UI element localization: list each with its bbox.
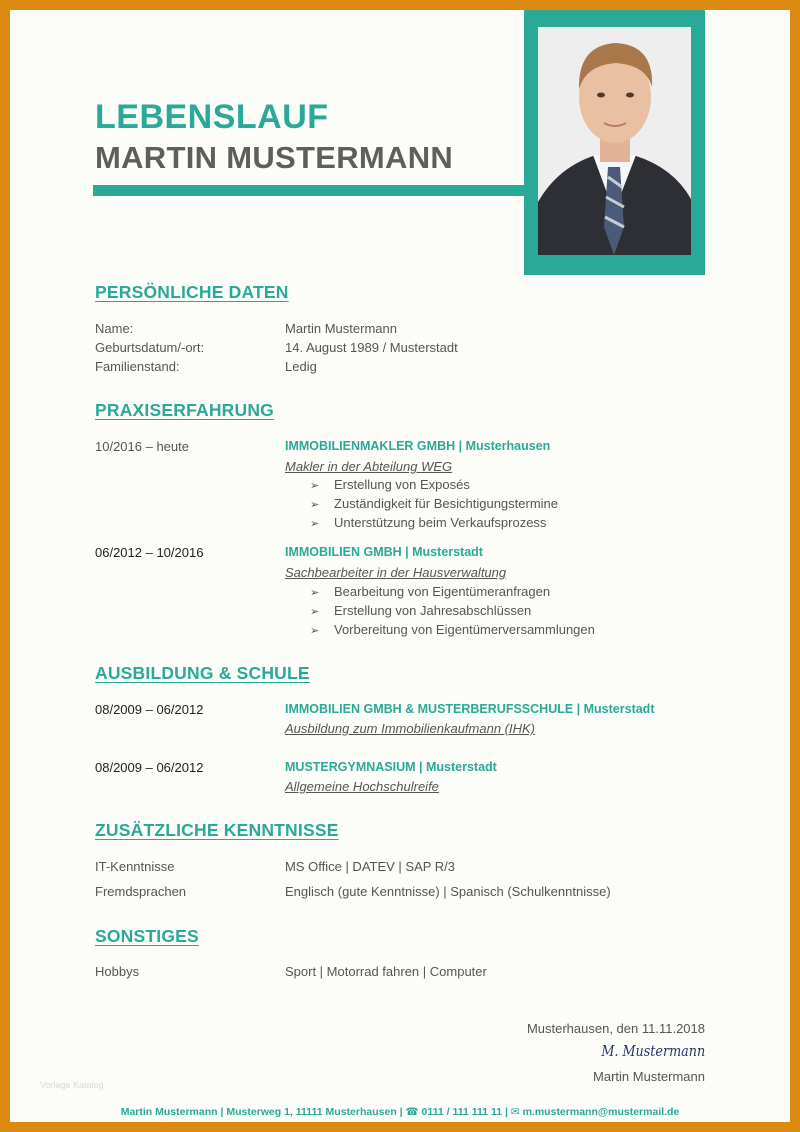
label-marital: Familienstand:: [95, 359, 180, 374]
edu-period: 08/2009 – 06/2012: [95, 760, 204, 775]
edu-detail: Ausbildung zum Immobilienkaufmann (IHK): [285, 721, 535, 736]
section-other-title: SONSTIGES: [95, 926, 199, 946]
cv-page: [10, 10, 790, 1122]
edu-period: 08/2009 – 06/2012: [95, 702, 204, 717]
job-bullet: ➢ Erstellung von Exposés: [310, 477, 470, 492]
edu-institution: MUSTERGYMNASIUM | Musterstadt: [285, 760, 497, 774]
label-name: Name:: [95, 321, 134, 336]
hobby-label: Hobbys: [95, 964, 140, 979]
footer-contact: Martin Mustermann | Musterweg 1, 11111 Musterhausen | ☎ 0111 / 111 111 11 | ✉ m.mustermann@mustermail.de: [120, 1106, 680, 1118]
job-bullet: ➢ Erstellung von Jahresabschlüssen: [310, 603, 532, 618]
job-bullet: ➢ Unterstützung beim Verkaufsprozess: [310, 515, 547, 530]
arrow-bullet-icon: ➢: [310, 587, 320, 599]
arrow-bullet-icon: ➢: [310, 499, 320, 511]
arrow-bullet-icon: ➢: [310, 606, 320, 618]
document-title: LEBENSLAUF: [95, 98, 329, 136]
job-bullet: ➢ Zuständigkeit für Besichtigungstermine: [310, 496, 559, 511]
edu-detail: Allgemeine Hochschulreife: [285, 779, 439, 794]
section-education-title: AUSBILDUNG & SCHULE: [95, 663, 310, 683]
skill-value: Englisch (gute Kenntnisse) | Spanisch (Schulkenntnisse): [285, 884, 611, 899]
section-skills-title: ZUSÄTZLICHE KENNTNISSE: [95, 820, 339, 840]
skill-value: MS Office | DATEV | SAP R/3: [285, 859, 456, 874]
skill-label: Fremdsprachen: [95, 884, 187, 899]
job-period: 06/2012 – 10/2016: [95, 545, 204, 560]
value-birth: 14. August 1989 / Musterstadt: [285, 340, 458, 355]
applicant-photo: [538, 27, 691, 255]
skill-label: IT-Kenntnisse: [95, 859, 175, 874]
edu-institution: IMMOBILIEN GMBH & MUSTERBERUFSSCHULE | Musterstadt: [285, 702, 655, 716]
job-company: IMMOBILIENMAKLER GMBH | Musterhausen: [285, 439, 551, 453]
arrow-bullet-icon: ➢: [310, 518, 320, 530]
arrow-bullet-icon: ➢: [310, 625, 320, 637]
job-company: IMMOBILIEN GMBH | Musterstadt: [285, 545, 483, 559]
job-role: Sachbearbeiter in der Hausverwaltung: [285, 565, 507, 580]
label-birth: Geburtsdatum/-ort:: [95, 340, 205, 355]
arrow-bullet-icon: ➢: [310, 480, 320, 492]
title-accent-bar: [93, 185, 525, 196]
section-personal-title: PERSÖNLICHE DATEN: [95, 282, 289, 302]
watermark: Vorlage Katalog: [40, 1080, 104, 1090]
signature-name: Martin Mustermann: [593, 1069, 705, 1084]
applicant-name: MARTIN MUSTERMANN: [95, 140, 454, 175]
hobby-value: Sport | Motorrad fahren | Computer: [285, 964, 487, 979]
place-date: Musterhausen, den 11.11.2018: [526, 1021, 705, 1036]
signature: M. Mustermann: [601, 1042, 705, 1060]
job-role: Makler in der Abteilung WEG: [285, 459, 453, 474]
job-bullet: ➢ Vorbereitung von Eigentümerversammlungen: [310, 622, 595, 637]
job-period: 10/2016 – heute: [95, 439, 189, 454]
photo-frame: [524, 10, 705, 275]
value-marital: Ledig: [285, 359, 317, 374]
value-name: Martin Mustermann: [285, 321, 397, 336]
section-experience-title: PRAXISERFAHRUNG: [95, 400, 274, 420]
job-bullet: ➢ Bearbeitung von Eigentümeranfragen: [310, 584, 551, 599]
